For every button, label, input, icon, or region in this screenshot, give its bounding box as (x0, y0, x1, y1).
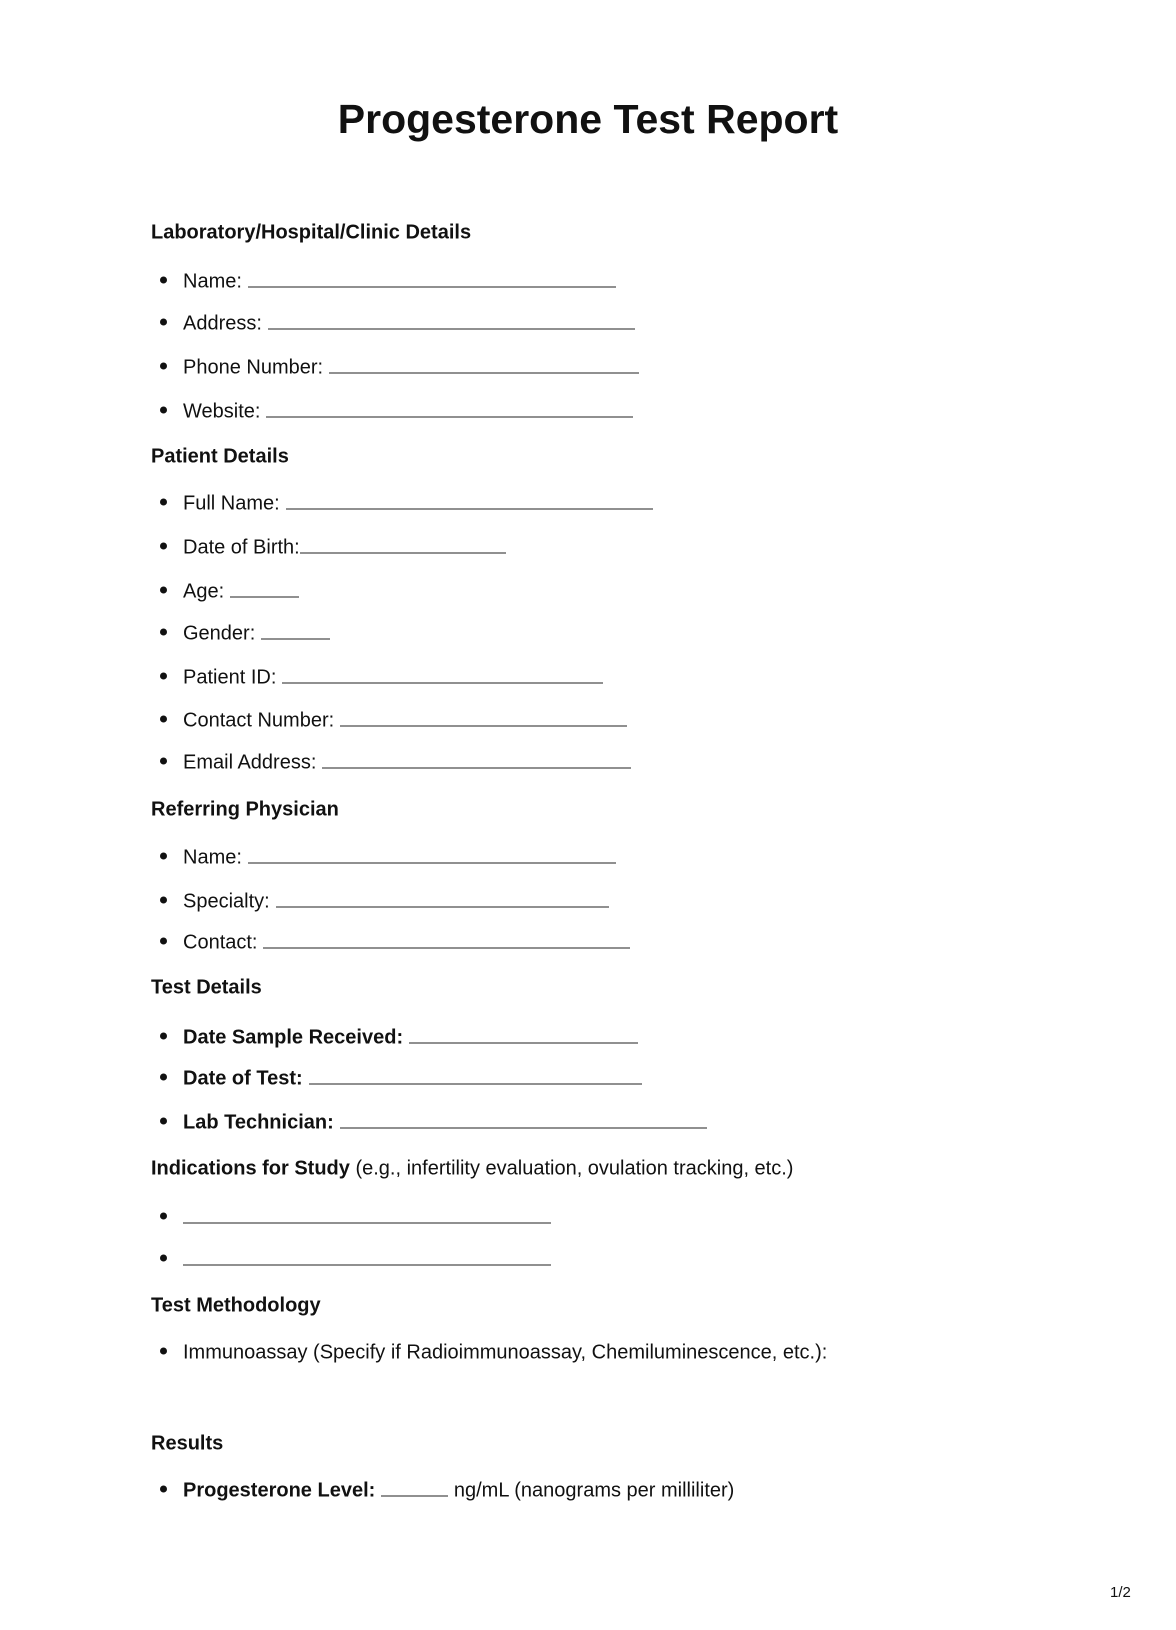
field-label: Contact Number: (183, 709, 335, 732)
blank-line[interactable] (261, 621, 330, 640)
field-label: Phone Number: (183, 356, 324, 379)
patient-contact-field (160, 708, 627, 733)
page-title: Progesterone Test Report (337, 96, 839, 142)
blank-line[interactable] (266, 399, 633, 418)
field-label: Name: (183, 270, 242, 293)
page-number: 1/2 (1110, 1584, 1131, 1601)
blank-line[interactable] (183, 1247, 551, 1266)
field-label: Gender: (183, 622, 256, 645)
blank-line[interactable] (263, 930, 630, 949)
blank-line[interactable] (282, 665, 603, 684)
patient-full-name-field (160, 491, 653, 516)
blank-line[interactable] (381, 1478, 448, 1497)
indication-item (160, 1205, 551, 1230)
field-label: Specialty: (183, 890, 270, 913)
section-heading-lab: Laboratory/Hospital/Clinic Details (151, 221, 472, 244)
blank-line[interactable] (409, 1025, 638, 1044)
physician-specialty-field (160, 889, 609, 914)
blank-line[interactable] (340, 1110, 707, 1129)
blank-line[interactable] (248, 269, 616, 288)
blank-line[interactable] (300, 535, 506, 554)
progesterone-level-field (160, 1478, 734, 1503)
field-label: Website: (183, 400, 261, 423)
section-heading-physician: Referring Physician (151, 798, 339, 821)
field-label: Date of Test: (183, 1067, 303, 1090)
section-heading-patient: Patient Details (151, 445, 289, 468)
physician-contact-field (160, 930, 630, 955)
lab-name-field (160, 269, 616, 294)
field-label: Date Sample Received: (183, 1026, 404, 1049)
patient-age-field (160, 579, 299, 604)
blank-line[interactable] (340, 708, 627, 727)
physician-name-field (160, 845, 616, 870)
unit-text: ng/mL (nanograms per milliliter) (453, 1479, 735, 1502)
field-label: Patient ID: (183, 666, 277, 689)
section-heading-methodology: Test Methodology (151, 1294, 321, 1317)
section-heading-results: Results (151, 1432, 224, 1455)
lab-technician-field (160, 1110, 707, 1135)
methodology-text: Immunoassay (Specify if Radioimmunoassay, Chemiluminescence, etc.): (183, 1341, 828, 1364)
field-label: Lab Technician: (183, 1111, 334, 1134)
lab-phone-field (160, 355, 639, 380)
date-of-test-field (160, 1066, 642, 1091)
field-label: Address: (183, 312, 262, 335)
field-label: Full Name: (183, 492, 280, 515)
blank-line[interactable] (183, 1205, 551, 1224)
patient-gender-field (160, 621, 330, 646)
blank-line[interactable] (309, 1066, 642, 1085)
field-label: Contact: (183, 931, 258, 954)
blank-line[interactable] (248, 845, 616, 864)
field-label: Date of Birth: (183, 536, 300, 559)
lab-address-field (160, 311, 635, 336)
indication-item (160, 1247, 551, 1272)
date-sample-received-field (160, 1025, 638, 1050)
blank-line[interactable] (276, 889, 609, 908)
field-label: Email Address: (183, 751, 317, 774)
patient-id-field (160, 665, 603, 690)
indications-heading-text: Indications for Study (151, 1157, 350, 1180)
blank-line[interactable] (268, 311, 635, 330)
blank-line[interactable] (230, 579, 299, 598)
patient-email-field (160, 750, 631, 775)
field-label: Progesterone Level: (183, 1479, 376, 1502)
blank-line[interactable] (286, 491, 653, 510)
patient-dob-field (160, 535, 506, 560)
blank-line[interactable] (322, 750, 631, 769)
blank-line[interactable] (329, 355, 639, 374)
section-heading-test: Test Details (151, 976, 262, 999)
field-label: Name: (183, 846, 242, 869)
field-label: Age: (183, 580, 225, 603)
section-heading-indications (151, 1158, 793, 1181)
indications-note: (e.g., infertility evaluation, ovulation tracking, etc.) (355, 1157, 794, 1180)
methodology-item (160, 1342, 827, 1365)
lab-website-field (160, 399, 633, 424)
